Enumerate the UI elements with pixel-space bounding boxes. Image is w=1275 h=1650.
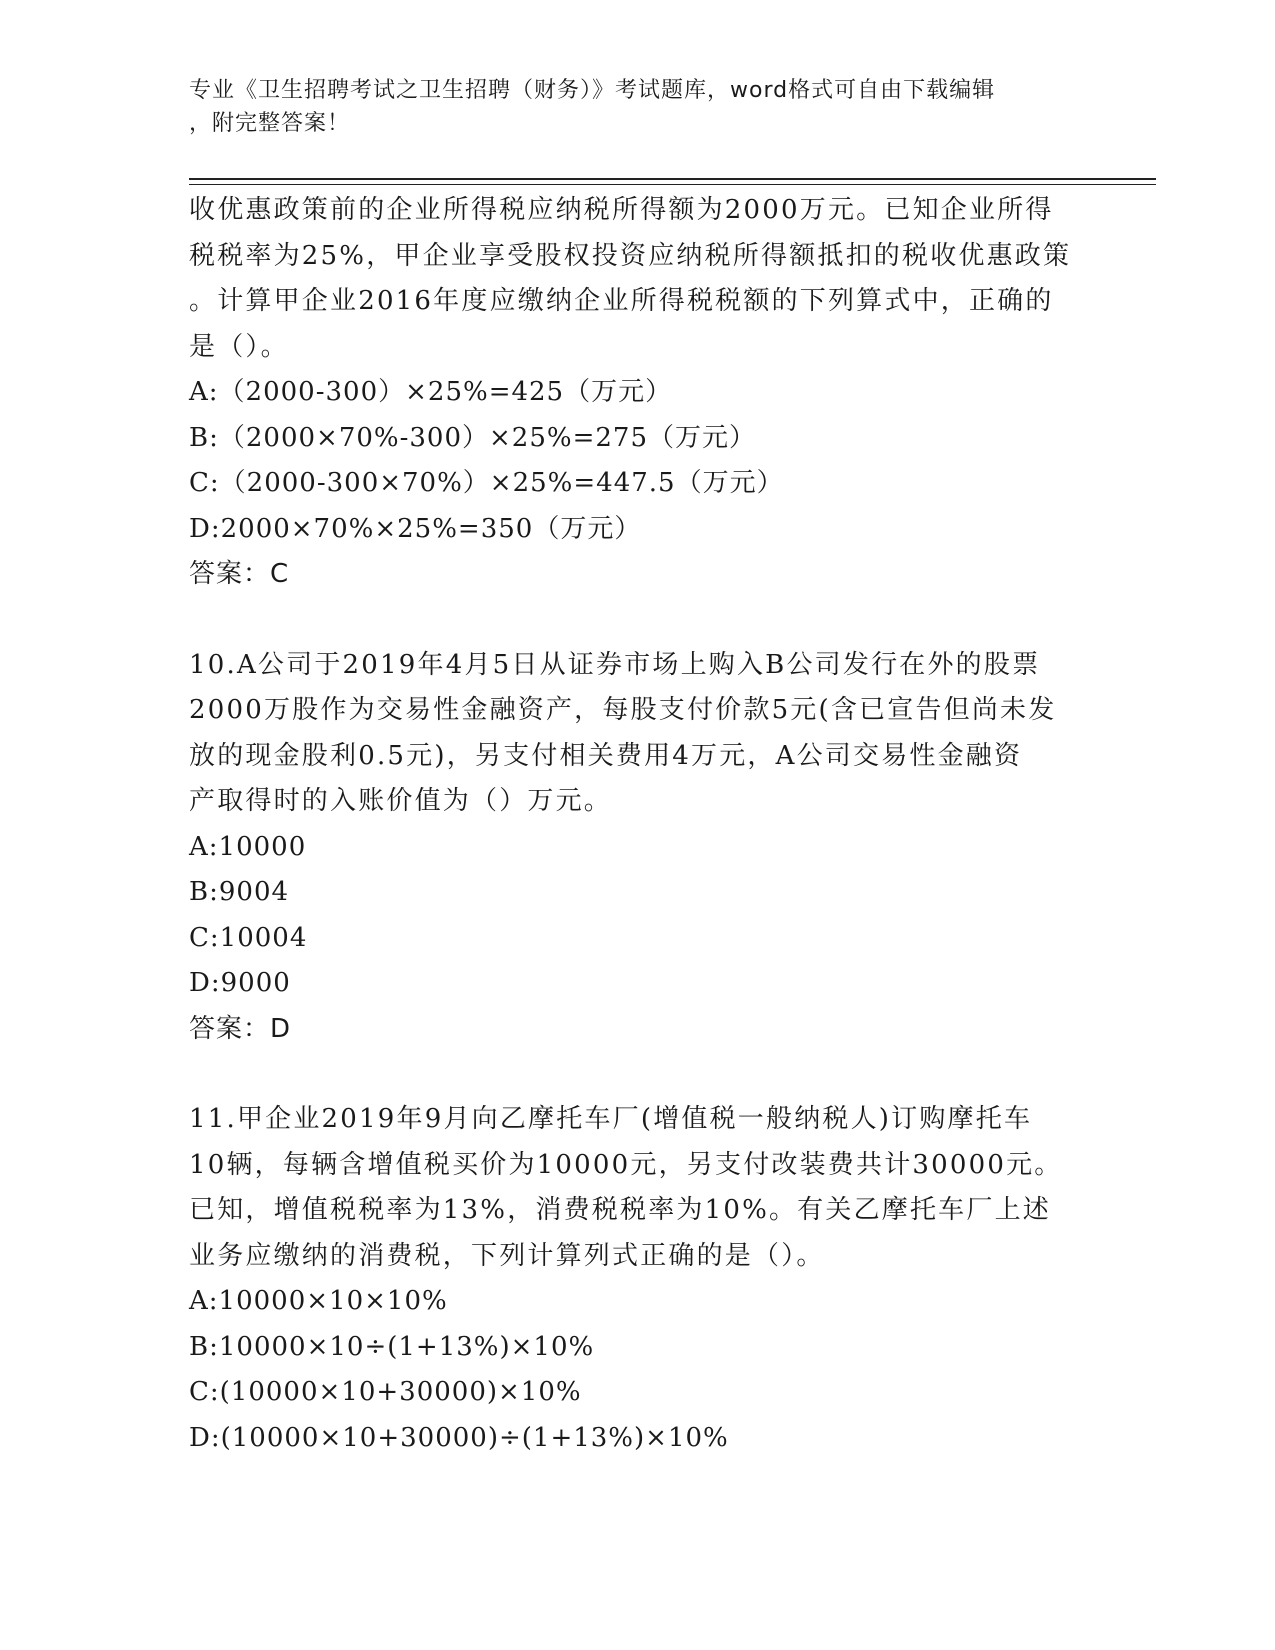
option-b: B:10000×10÷(1+13%)×10%: [189, 1331, 595, 1362]
spacer: [189, 598, 1089, 643]
question-stem-line: 已知，增值税税率为13%，消费税税率为10%。有关乙摩托车厂上述: [189, 1195, 1051, 1225]
option-c: C:(10000×10+30000)×10%: [189, 1377, 582, 1407]
header-line-1: 专业《卫生招聘考试之卫生招聘（财务）》考试题库，word格式可自由下载编辑: [189, 78, 996, 103]
question-stem-line: 2000万股作为交易性金融资产，每股支付价款5元(含已宣告但尚未发: [189, 695, 1057, 725]
question-stem-line: 产取得时的入账价值为（）万元。: [189, 786, 613, 816]
option-c: C:10004: [189, 922, 308, 953]
answer-line: 答案：D: [189, 1013, 292, 1044]
question-stem-line: 收优惠政策前的企业所得税应纳税所得额为2000万元。已知企业所得: [189, 195, 1054, 225]
header-line-2: ，附完整答案！: [189, 111, 351, 136]
question-stem-line: 税税率为25%，甲企业享受股权投资应纳税所得额抵扣的税收优惠政策: [189, 240, 1072, 271]
option-b: B:（2000×70%-300）×25%=275（万元）: [189, 422, 757, 453]
question-stem-line: 。计算甲企业2016年度应缴纳企业所得税税额的下列算式中，正确的: [189, 286, 1054, 316]
question-stem-line: 10辆，每辆含增值税买价为10000元，另支付改装费共计30000元。: [189, 1149, 1063, 1180]
spacer: [189, 1052, 1089, 1097]
option-a: A:10000×10×10%: [189, 1286, 448, 1316]
option-c: C:（2000-300×70%）×25%=447.5（万元）: [189, 468, 784, 498]
question-stem-line: 业务应缴纳的消费税，下列计算列式正确的是（）。: [189, 1240, 825, 1271]
question-stem-line: 放的现金股利0.5元)，另支付相关费用4万元，A公司交易性金融资: [189, 740, 1023, 771]
document-body: [189, 188, 1089, 1461]
option-a: A:（2000-300）×25%=425（万元）: [189, 377, 673, 407]
question-stem-line: 11.甲企业2019年9月向乙摩托车厂(增值税一般纳税人)订购摩托车: [189, 1104, 1033, 1134]
header-divider-thick: [189, 178, 1156, 180]
option-d: D:2000×70%×25%=350（万元）: [189, 513, 642, 544]
header-divider-thin: [189, 184, 1156, 185]
question-9: [189, 188, 1089, 598]
option-b: B:9004: [189, 877, 290, 907]
question-10: [189, 643, 1089, 1053]
document-header: [189, 74, 1069, 140]
option-d: D:9000: [189, 968, 291, 998]
answer-line: 答案：C: [189, 559, 290, 589]
question-stem-line: 10.A公司于2019年4月5日从证券市场上购入B公司发行在外的股票: [189, 649, 1041, 680]
question-11: [189, 1097, 1089, 1461]
option-d: D:(10000×10+30000)÷(1+13%)×10%: [189, 1422, 729, 1453]
question-stem-line: 是（）。: [189, 331, 289, 362]
option-a: A:10000: [189, 831, 307, 862]
